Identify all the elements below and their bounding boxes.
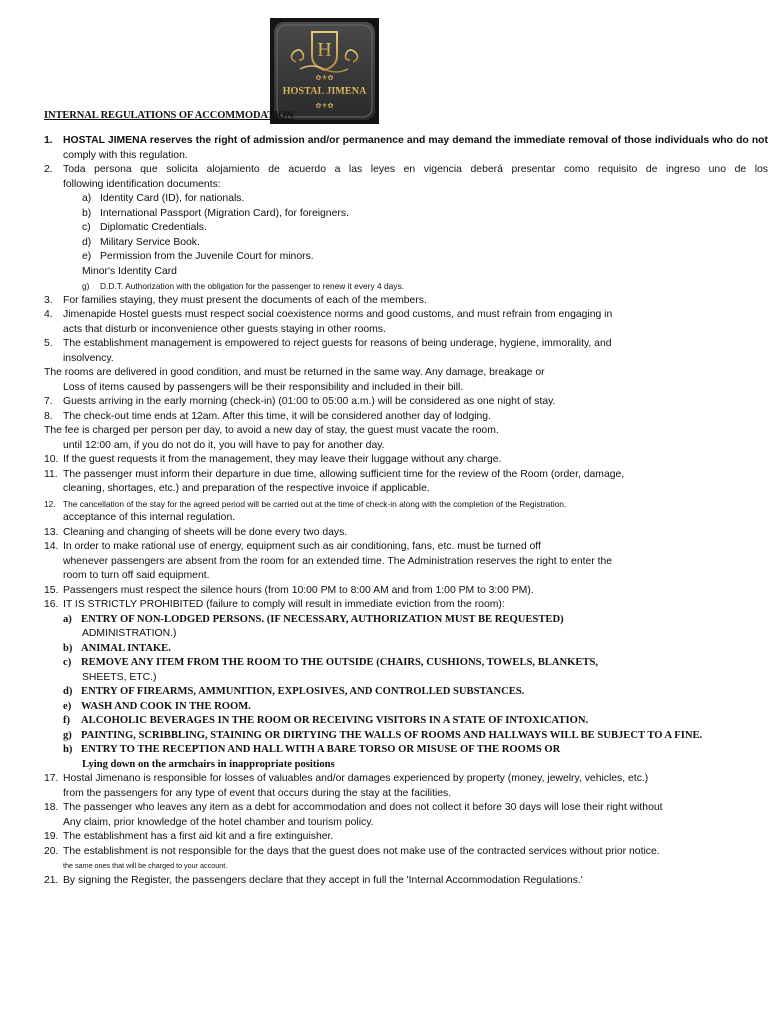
line-text: The establishment is not responsible for the days that the guest does not make use of the contracted services without prior notice. — [63, 845, 660, 857]
regulation-line — [44, 439, 768, 454]
item-number: 4. — [44, 309, 53, 320]
item-number: 2. — [44, 164, 53, 175]
item-number: 12. — [44, 498, 56, 509]
line-text: If the guest requests it from the management, they may leave their luggage without any charge. — [63, 454, 502, 465]
hostel-name: HOSTAL JIMENA — [63, 135, 147, 146]
regulation-line — [44, 874, 768, 889]
regulation-line — [44, 743, 768, 758]
item-number: 8. — [44, 410, 53, 422]
logo-emblem — [274, 22, 375, 120]
regulation-line — [44, 613, 768, 628]
logo-ornament-top: ✿⚜✿ — [315, 74, 334, 82]
item-number: 18. — [44, 802, 59, 813]
line-text: ENTRY OF NON-LODGED PERSONS. (IF NECESSARY, AUTHORIZATION MUST BE REQUESTED) — [81, 613, 564, 625]
line-text: Hostal Jimenano is responsible for losses of valuables and/or damages experienced by property (money, jewelry, vehicles, etc.) — [63, 773, 649, 784]
item-number: 5. — [44, 338, 53, 349]
line-text: The rooms are delivered in good condition, and must be returned in the same way. Any damage, breakage or — [44, 367, 545, 378]
sub-item-letter: e) — [63, 700, 72, 712]
regulation-line — [44, 816, 768, 831]
item-number: 20. — [44, 845, 59, 857]
line-text: Lying down on the armchairs in inappropriate positions — [82, 758, 335, 770]
line-text: Minor's Identity Card — [82, 265, 177, 277]
line-text: The check-out time ends at 12am. After this time, it will be considered another day of lodging. — [63, 410, 491, 422]
regulation-line — [44, 192, 768, 207]
line-text: ENTRY OF FIREARMS, AMMUNITION, EXPLOSIVES, AND CONTROLLED SUBSTANCES. — [81, 686, 525, 697]
line-text: following identification documents: — [63, 178, 221, 190]
item-number: 7. — [44, 396, 53, 407]
regulation-line — [44, 294, 768, 309]
regulation-line — [44, 352, 768, 367]
regulation-line — [44, 540, 768, 555]
sub-item-letter: f) — [63, 715, 71, 726]
line-text: D.D.T. Authorization with the obligation for the passenger to renew it every 4 days. — [100, 281, 404, 291]
line-text: The cancellation of the stay for the agreed period will be carried out at the time of check-in along with the completion of the Registration. — [63, 498, 567, 509]
regulation-line — [44, 729, 768, 744]
regulation-line — [44, 859, 768, 874]
line-text: International Passport (Migration Card), for foreigners. — [100, 207, 349, 219]
regulation-line — [44, 250, 768, 265]
regulation-line — [44, 207, 768, 222]
line-text: The passenger who leaves any item as a debt for accommodation and does not collect it before 30 days will lose their right without — [63, 802, 663, 813]
item-number: 3. — [44, 294, 53, 306]
regulation-line — [44, 656, 768, 671]
line-text: Military Service Book. — [100, 236, 200, 248]
line-text: Cleaning and changing of sheets will be done every two days. — [63, 526, 348, 538]
regulation-line — [44, 627, 768, 642]
line-text: from the passengers for any type of event that occurs during the stay at the facilities. — [63, 787, 452, 799]
item-number: 16. — [44, 599, 59, 610]
regulation-line — [44, 526, 768, 541]
item-number: 15. — [44, 584, 59, 596]
line-text: The passenger must inform their departure in due time, allowing sufficient time for the review of the Room (order, damage, — [63, 468, 625, 480]
regulation-line — [44, 830, 768, 845]
regulation-line — [44, 149, 768, 164]
regulation-line — [44, 787, 768, 802]
line-text: comply with this regulation. — [63, 149, 188, 161]
sub-item-letter: h) — [63, 744, 73, 755]
sub-item-letter: g) — [63, 729, 72, 741]
sub-item-letter: c) — [82, 222, 91, 233]
item-number: 19. — [44, 831, 59, 842]
sub-item-letter: b) — [82, 207, 92, 219]
sub-item-letter: d) — [82, 236, 92, 248]
logo-name: HOSTAL JIMENA — [282, 86, 367, 97]
item-number: 10. — [44, 454, 59, 465]
line-text: reserves the right of admission and/or permanence and may demand the immediate removal of those individuals who do not — [146, 135, 768, 146]
line-text: acceptance of this internal regulation. — [63, 512, 236, 523]
document-title: INTERNAL REGULATIONS OF ACCOMMODATION — [44, 110, 294, 121]
line-text: Jimenapide Hostel guests must respect social coexistence norms and good customs, and must refrain from engaging in — [63, 309, 613, 320]
line-text: Passengers must respect the silence hours (from 10:00 PM to 8:00 AM and from 1:00 PM to 3:00 PM). — [63, 584, 534, 596]
regulation-line — [44, 685, 768, 700]
regulation-line — [44, 758, 768, 773]
line-text: whenever passengers are absent from the room for an extended time. The Administration reserves the right to enter the — [63, 555, 613, 567]
line-text: IT IS STRICTLY PROHIBITED (failure to comply will result in immediate eviction from the room): — [63, 599, 505, 610]
regulation-line — [44, 323, 768, 338]
line-text: The fee is charged per person per day, to avoid a new day of stay, the guest must vacate the room. — [44, 425, 499, 436]
regulation-line — [44, 700, 768, 715]
line-text: cleaning, shortages, etc.) and preparation of the respective invoice if applicable. — [63, 483, 430, 494]
regulation-line — [44, 468, 768, 483]
regulation-line — [44, 642, 768, 657]
regulation-line — [44, 555, 768, 570]
regulation-line — [44, 714, 768, 729]
regulation-line — [44, 337, 768, 352]
regulation-line — [44, 366, 768, 381]
regulation-line — [44, 236, 768, 251]
regulation-line — [44, 265, 768, 280]
line-text: insolvency. — [63, 352, 114, 364]
line-text: The establishment management is empowered to reject guests for reasons of being underage, hygiene, immorality, and — [63, 338, 612, 349]
sub-item-letter: e) — [82, 251, 92, 262]
sub-item-letter: b) — [63, 642, 73, 654]
line-text: By signing the Register, the passengers declare that they accept in full the 'Internal Accommodation Regulations.' — [63, 874, 583, 886]
regulation-line — [44, 482, 768, 497]
line-text: the same ones that will be charged to your account. — [63, 861, 228, 870]
line-text: The establishment has a first aid kit and a fire extinguisher. — [63, 831, 334, 842]
item-number: 21. — [44, 874, 59, 886]
sub-item-letter: a) — [82, 193, 92, 204]
logo-ornament-bottom: ✿⚜✿ — [315, 102, 334, 110]
line-text: WASH AND COOK IN THE ROOM. — [81, 700, 251, 712]
regulation-line — [44, 845, 768, 860]
regulation-line — [44, 584, 768, 599]
line-text: acts that disturb or inconvenience other guests staying in other rooms. — [63, 323, 386, 335]
regulation-line — [44, 497, 768, 512]
regulation-line — [44, 395, 768, 410]
regulation-line — [44, 163, 768, 178]
line-text: Any claim, prior knowledge of the hotel chamber and tourism policy. — [63, 816, 374, 828]
line-text: Identity Card (ID), for nationals. — [100, 193, 245, 204]
hostal-jimena-logo — [270, 18, 379, 124]
line-text: ANIMAL INTAKE. — [81, 642, 171, 654]
regulation-line — [44, 279, 768, 294]
sub-item-letter: d) — [63, 686, 73, 697]
line-text: ADMINISTRATION.) — [82, 628, 177, 639]
item-number: 11. — [44, 468, 58, 480]
regulation-line — [44, 772, 768, 787]
line-text: In order to make rational use of energy, equipment such as air conditioning, fans, etc. must be turned off — [63, 541, 541, 552]
regulation-line — [44, 511, 768, 526]
regulation-line — [44, 671, 768, 686]
regulations-list — [44, 134, 768, 888]
line-text: REMOVE ANY ITEM FROM THE ROOM TO THE OUTSIDE (CHAIRS, CUSHIONS, TOWELS, BLANKETS, — [81, 657, 599, 668]
regulation-line — [44, 134, 768, 149]
regulation-line — [44, 410, 768, 425]
line-text: room to turn off said equipment. — [63, 570, 210, 581]
line-text: until 12:00 am, if you do not do it, you will have to pay for another day. — [63, 439, 385, 451]
regulation-line — [44, 453, 768, 468]
line-text: ENTRY TO THE RECEPTION AND HALL WITH A BARE TORSO OR MISUSE OF THE ROOMS OR — [81, 744, 561, 755]
regulation-line — [44, 598, 768, 613]
line-text: Toda persona que solicita alojamiento de acuerdo a las leyes en vigencia deberá presentar como requisito de ingreso uno de los — [63, 164, 768, 175]
line-text: SHEETS, ETC.) — [82, 671, 157, 683]
sub-item-letter: a) — [63, 613, 72, 625]
sub-item-letter: c) — [63, 657, 72, 668]
item-number: 14. — [44, 541, 59, 552]
line-text: For families staying, they must present the documents of each of the members. — [63, 294, 427, 306]
item-number: 1. — [44, 135, 53, 146]
line-text: Diplomatic Credentials. — [100, 222, 207, 233]
sub-item-letter: g) — [82, 281, 90, 291]
logo-plate — [274, 22, 375, 120]
item-number: 13. — [44, 526, 59, 538]
regulation-line — [44, 569, 768, 584]
regulation-line — [44, 221, 768, 236]
line-text: ALCOHOLIC BEVERAGES IN THE ROOM OR RECEIVING VISITORS IN A STATE OF INTOXICATION. — [81, 715, 589, 726]
logo-letter: H — [317, 39, 332, 61]
item-number: 17. — [44, 773, 59, 784]
regulation-line — [44, 381, 768, 396]
regulation-line — [44, 308, 768, 323]
line-text: Loss of items caused by passengers will be their responsibility and included in their bill. — [63, 381, 464, 393]
regulation-line — [44, 801, 768, 816]
line-text: PAINTING, SCRIBBLING, STAINING OR DIRTYING THE WALLS OF ROOMS AND HALLWAYS WILL BE SUBJECT TO A FINE. — [81, 729, 703, 741]
line-text: Guests arriving in the early morning (check-in) (01:00 to 05:00 a.m.) will be considered as one night of stay. — [63, 396, 556, 407]
regulation-line — [44, 178, 768, 193]
regulation-line — [44, 424, 768, 439]
line-text: Permission from the Juvenile Court for minors. — [100, 251, 314, 262]
